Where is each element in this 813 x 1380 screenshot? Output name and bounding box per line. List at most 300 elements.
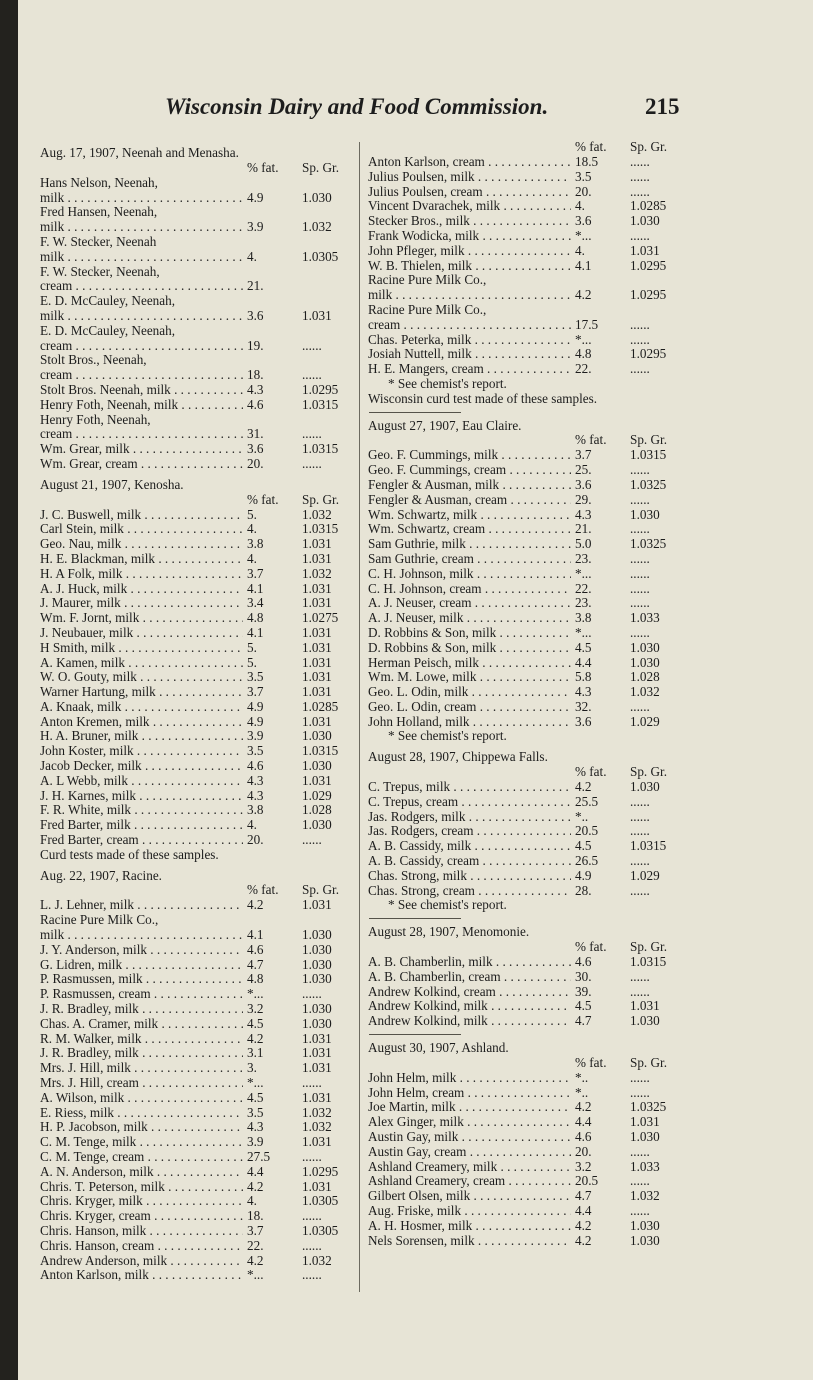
sample-name: F. R. White, milk . . .: [40, 803, 243, 818]
gravity-value: 1.031: [302, 1045, 332, 1061]
sample-name: E. Riess, milk . . .: [40, 1106, 243, 1121]
fat-value: 5.: [247, 506, 257, 522]
gravity-value: 1.0315: [302, 743, 339, 759]
sample-name: G. Lidren, milk . . .: [40, 958, 243, 973]
fat-value: 4.5: [247, 1015, 264, 1031]
sample-row: [40, 294, 360, 309]
fat-value: 23.: [575, 595, 592, 611]
sample-name: Chris. Kryger, cream . . .: [40, 1209, 243, 1224]
section-rule: [369, 412, 461, 413]
gravity-value: 1.032: [302, 1119, 332, 1135]
sample-name: A. B. Chamberlin, cream . . .: [368, 970, 571, 985]
sample-row: [40, 1180, 360, 1195]
fat-column-header: % fat.: [575, 764, 607, 780]
sample-name: Alex Ginger, milk . . .: [368, 1115, 571, 1130]
sample-row: [368, 478, 688, 493]
gravity-value: ......: [302, 832, 322, 848]
gravity-column-header: Sp. Gr.: [630, 1054, 668, 1070]
sample-row: [368, 199, 688, 214]
sample-row: [368, 582, 688, 597]
sample-name: Austin Gay, cream . . .: [368, 1145, 571, 1160]
sample-row: [40, 537, 360, 552]
fat-value: 20.5: [575, 823, 599, 839]
fat-value: 4.: [247, 248, 257, 264]
gravity-value: ......: [630, 361, 650, 377]
page-title: Wisconsin Dairy and Food Commission.: [165, 94, 549, 119]
fat-value: 4.: [575, 242, 585, 258]
sample-name: Ashland Creamery, milk . . .: [368, 1160, 571, 1175]
sample-row: [40, 928, 360, 943]
gravity-value: 1.032: [302, 219, 332, 235]
gravity-value: ......: [302, 1267, 322, 1283]
sample-row: [368, 596, 688, 611]
gravity-value: 1.030: [630, 1217, 660, 1233]
gravity-value: 1.031: [302, 639, 332, 655]
sample-name: Geo. L. Odin, cream . . .: [368, 700, 571, 715]
sample-name: A. N. Anderson, milk . . .: [40, 1165, 243, 1180]
scan-page-edge: [0, 0, 18, 1380]
gravity-value: 1.028: [630, 669, 660, 685]
sample-row: [368, 641, 688, 656]
sample-name: Gilbert Olsen, milk . . .: [368, 1189, 571, 1204]
column-headers: [368, 1056, 688, 1071]
sample-name: Fengler & Ausman, milk . . .: [368, 478, 571, 493]
page-number: 215: [645, 94, 680, 119]
gravity-value: 1.031: [302, 580, 332, 596]
gravity-value: ......: [630, 1173, 650, 1189]
fat-value: 18.: [247, 1208, 264, 1224]
gravity-value: ......: [302, 1075, 322, 1091]
sample-row: [368, 780, 688, 795]
fat-value: *...: [575, 565, 592, 581]
sample-row: [40, 250, 360, 265]
sample-name: Wm. M. Lowe, milk . . .: [368, 670, 571, 685]
sample-row: [368, 1100, 688, 1115]
fat-value: 4.9: [247, 713, 264, 729]
fat-value: 4.8: [247, 971, 264, 987]
sample-name: A. Knaak, milk . . .: [40, 700, 243, 715]
sample-row: [40, 1076, 360, 1091]
fat-value: 32.: [575, 698, 592, 714]
fat-column-header: % fat.: [247, 491, 279, 507]
sample-row: [40, 774, 360, 789]
sample-row: [40, 353, 360, 368]
gravity-column-header: Sp. Gr.: [630, 432, 668, 448]
fat-value: *..: [575, 1069, 589, 1085]
fat-value: 3.5: [247, 669, 264, 685]
fat-value: 3.2: [247, 1001, 264, 1017]
sample-row: [40, 744, 360, 759]
sample-name: F. W. Stecker, Neenah,: [40, 264, 160, 279]
gravity-value: 1.0295: [302, 1163, 339, 1179]
gravity-value: 1.031: [302, 654, 332, 670]
sample-row: [40, 442, 360, 457]
gravity-value: ......: [630, 1203, 650, 1218]
sample-row: [40, 1106, 360, 1121]
fat-value: 3.7: [247, 565, 264, 581]
sample-name: cream . . .: [40, 427, 243, 442]
sample-row: [368, 552, 688, 567]
fat-value: 4.9: [247, 189, 264, 205]
gravity-column-header: Sp. Gr.: [630, 764, 668, 780]
gravity-value: 1.031: [302, 713, 332, 729]
gravity-value: 1.030: [630, 213, 660, 229]
column-headers: [368, 940, 688, 955]
sample-name: Chris. Hanson, milk . . .: [40, 1224, 243, 1239]
report-section: [40, 478, 360, 863]
gravity-value: ......: [630, 521, 650, 537]
fat-value: 4.6: [575, 954, 592, 970]
gravity-value: ......: [630, 580, 650, 596]
gravity-value: ......: [630, 853, 650, 869]
sample-name: John Helm, milk . . .: [368, 1071, 571, 1086]
column-headers: [40, 883, 360, 898]
sample-row: [40, 818, 360, 833]
sample-row: [40, 522, 360, 537]
fat-value: 4.2: [575, 1217, 592, 1233]
sample-row: [40, 1032, 360, 1047]
gravity-value: 1.030: [302, 189, 332, 205]
gravity-value: 1.0295: [630, 346, 667, 362]
fat-value: 4.4: [575, 654, 592, 670]
gravity-value: 1.0305: [302, 1222, 339, 1238]
fat-value: 4.4: [575, 1114, 592, 1130]
sample-name: C. H. Johnson, cream . . .: [368, 582, 571, 597]
sample-row: [368, 170, 688, 185]
gravity-value: ......: [302, 1149, 322, 1164]
sample-name: Henry Foth, Neenah,: [40, 412, 151, 427]
sample-row: [40, 596, 360, 611]
sample-name: John Helm, cream . . .: [368, 1086, 571, 1101]
gravity-value: 1.0305: [302, 1193, 339, 1209]
gravity-value: 1.0295: [302, 381, 339, 397]
sample-name: D. Robbins & Son, milk . . .: [368, 626, 571, 641]
gravity-value: ......: [630, 1143, 650, 1159]
sample-name: Racine Pure Milk Co.,: [368, 273, 487, 288]
sample-name: A. H. Hosmer, milk . . .: [368, 1219, 571, 1234]
sample-name: Aug. Friske, milk . . .: [368, 1204, 571, 1219]
sample-name: milk . . .: [40, 309, 243, 324]
sample-name: Mrs. J. Hill, cream . . .: [40, 1076, 243, 1091]
sample-row: [368, 155, 688, 170]
gravity-value: 1.031: [302, 669, 332, 685]
sample-row: [368, 1014, 688, 1029]
section-title: August 27, 1907, Eau Claire.: [368, 417, 522, 433]
sample-name: milk . . .: [40, 191, 243, 206]
fat-value: 3.8: [247, 802, 264, 818]
sample-name: cream . . .: [40, 368, 243, 383]
fat-value: 22.: [575, 580, 592, 596]
sample-name: Fengler & Ausman, cream . . .: [368, 493, 571, 508]
sample-row: [40, 958, 360, 973]
sample-row: [368, 715, 688, 730]
sample-name: Chris. Kryger, milk . . .: [40, 1194, 243, 1209]
running-header: [0, 92, 813, 132]
sample-row: [40, 279, 360, 294]
fat-value: 4.5: [575, 639, 592, 655]
sample-row: [368, 700, 688, 715]
sample-row: [368, 611, 688, 626]
sample-name: C. H. Johnson, milk . . .: [368, 567, 571, 582]
sample-row: [368, 273, 688, 288]
sample-row: [368, 522, 688, 537]
sample-name: H. A. Bruner, milk . . .: [40, 729, 243, 744]
sample-row: [40, 368, 360, 383]
report-section: [368, 750, 688, 913]
sample-row: [40, 685, 360, 700]
fat-value: 5.: [247, 639, 257, 655]
gravity-value: 1.030: [630, 654, 660, 670]
fat-value: 4.6: [247, 396, 264, 412]
sample-row: [40, 833, 360, 848]
fat-value: *...: [247, 1075, 264, 1091]
gravity-value: 1.030: [302, 941, 332, 957]
sample-row: [40, 457, 360, 472]
gravity-value: 1.030: [302, 758, 332, 774]
gravity-value: ......: [630, 595, 650, 611]
fat-value: 3.7: [575, 447, 592, 463]
sample-row: [40, 265, 360, 280]
sample-name: L. J. Lehner, milk . . .: [40, 898, 243, 913]
gravity-value: 1.031: [630, 998, 660, 1014]
gravity-value: ......: [630, 983, 650, 999]
gravity-value: ......: [630, 462, 650, 478]
gravity-value: 1.031: [302, 307, 332, 323]
fat-value: 3.6: [247, 307, 264, 323]
fat-value: 20.: [247, 832, 264, 848]
gravity-value: ......: [630, 550, 650, 566]
gravity-value: 1.029: [630, 713, 660, 729]
sample-row: [40, 398, 360, 413]
sample-row: [368, 448, 688, 463]
sample-row: [368, 1174, 688, 1189]
sample-name: Carl Stein, milk . . .: [40, 522, 243, 537]
sample-row: [368, 869, 688, 884]
fat-value: 4.5: [247, 1089, 264, 1105]
sample-name: Chris. Hanson, cream . . .: [40, 1239, 243, 1254]
fat-value: 20.: [575, 183, 592, 199]
fat-value: 29.: [575, 491, 592, 507]
sample-name: cream . . .: [368, 318, 571, 333]
fat-value: 23.: [575, 550, 592, 566]
fat-value: 4.3: [247, 772, 264, 788]
section-note: Wisconsin curd test made of these samples.: [368, 390, 598, 406]
sample-name: Racine Pure Milk Co.,: [40, 913, 159, 928]
section-note: * See chemist's report.: [388, 375, 507, 391]
sample-name: Wm. F. Jornt, milk . . .: [40, 611, 243, 626]
sample-row: [40, 700, 360, 715]
gravity-value: 1.030: [302, 1001, 332, 1017]
sample-row: [368, 985, 688, 1000]
sample-name: J. R. Bradley, milk . . .: [40, 1046, 243, 1061]
gravity-value: 1.031: [302, 624, 332, 640]
sample-name: Geo. F. Cummings, milk . . .: [368, 448, 571, 463]
fat-value: 20.: [247, 455, 264, 471]
sample-row: [40, 205, 360, 220]
sample-name: Jas. Rodgers, cream . . .: [368, 824, 571, 839]
sample-row: [368, 1071, 688, 1086]
sample-row: [40, 759, 360, 774]
fat-value: 4.9: [575, 867, 592, 883]
gravity-value: ......: [630, 823, 650, 839]
sample-name: J. C. Buswell, milk . . .: [40, 508, 243, 523]
sample-name: P. Rasmussen, cream . . .: [40, 987, 243, 1002]
sample-name: J. R. Bradley, milk . . .: [40, 1002, 243, 1017]
fat-column-header: % fat.: [575, 139, 607, 154]
sample-row: [40, 339, 360, 354]
sample-name: milk . . .: [40, 928, 243, 943]
sample-name: Chas. Strong, cream . . .: [368, 884, 571, 899]
sample-row: [40, 1194, 360, 1209]
fat-column-header: % fat.: [575, 1054, 607, 1070]
sample-name: A. B. Cassidy, cream . . .: [368, 854, 571, 869]
sample-row: [40, 1165, 360, 1180]
fat-value: 4.2: [575, 1232, 592, 1248]
gravity-value: 1.030: [302, 728, 332, 744]
gravity-value: 1.0275: [302, 610, 339, 626]
sample-name: Wm. Grear, cream . . .: [40, 457, 243, 472]
sample-name: C. M. Tenge, milk . . .: [40, 1135, 243, 1150]
gravity-value: 1.031: [302, 897, 332, 913]
sample-row: [40, 1224, 360, 1239]
fat-value: 3.5: [247, 743, 264, 759]
fat-value: 4.3: [247, 787, 264, 803]
sample-row: [40, 1061, 360, 1076]
gravity-value: ......: [302, 455, 322, 471]
gravity-column-header: Sp. Gr.: [302, 159, 340, 175]
sample-row: [368, 839, 688, 854]
fat-value: 4.7: [247, 956, 264, 972]
fat-value: 25.5: [575, 793, 599, 809]
fat-value: 18.: [247, 367, 264, 383]
sample-name: Wm. Schwartz, milk . . .: [368, 508, 571, 523]
fat-value: 39.: [575, 983, 592, 999]
sample-row: [368, 1189, 688, 1204]
gravity-value: 1.0315: [630, 447, 667, 463]
sample-name: P. Rasmussen, milk . . .: [40, 972, 243, 987]
sample-name: Nels Sorensen, milk . . .: [368, 1234, 571, 1249]
sample-name: Racine Pure Milk Co.,: [368, 302, 487, 317]
sample-row: [368, 824, 688, 839]
gravity-value: 1.030: [302, 817, 332, 833]
fat-value: *...: [575, 227, 592, 243]
fat-value: *..: [575, 808, 589, 824]
gravity-value: 1.0285: [630, 198, 667, 214]
gravity-value: 1.032: [630, 684, 660, 700]
sample-name: H. P. Jacobson, milk . . .: [40, 1120, 243, 1135]
fat-column-header: % fat.: [575, 939, 607, 955]
fat-value: 30.: [575, 968, 592, 984]
column-headers: [40, 161, 360, 176]
sample-row: [368, 303, 688, 318]
gravity-column-header: Sp. Gr.: [630, 939, 668, 955]
sample-row: [368, 670, 688, 685]
fat-value: 3.5: [575, 168, 592, 184]
sample-row: [368, 333, 688, 348]
fat-value: *..: [575, 1084, 589, 1100]
sample-name: John Pfleger, milk . . .: [368, 244, 571, 259]
fat-value: 4.2: [247, 1030, 264, 1046]
fat-value: 4.4: [247, 1163, 264, 1179]
fat-value: 4.1: [247, 624, 264, 640]
sample-name: Wm. Grear, milk . . .: [40, 442, 243, 457]
fat-value: 3.8: [247, 536, 264, 552]
fat-value: 20.5: [575, 1173, 599, 1189]
sample-name: Chas. A. Cramer, milk . . .: [40, 1017, 243, 1032]
fat-value: 4.2: [575, 287, 592, 303]
sample-name: Andrew Kolkind, milk . . .: [368, 1014, 571, 1029]
sample-name: A. L Webb, milk . . .: [40, 774, 243, 789]
fat-value: 4.8: [575, 346, 592, 362]
sample-row: [368, 214, 688, 229]
fat-value: 31.: [247, 426, 264, 442]
gravity-value: 1.031: [630, 1114, 660, 1130]
column-headers: [368, 140, 688, 155]
sample-name: Herman Peisch, milk . . .: [368, 656, 571, 671]
section-title: August 30, 1907, Ashland.: [368, 1040, 509, 1056]
sample-row: [40, 626, 360, 641]
sample-name: A. J. Huck, milk . . .: [40, 582, 243, 597]
sample-row: [368, 508, 688, 523]
fat-value: 4.: [575, 198, 585, 214]
fat-value: 4.5: [575, 998, 592, 1014]
gravity-value: ......: [630, 183, 650, 199]
sample-name: H Smith, milk . . .: [40, 641, 243, 656]
sample-name: Geo. F. Cummings, cream . . .: [368, 463, 571, 478]
fat-value: 4.: [247, 550, 257, 566]
gravity-value: 1.0295: [630, 257, 667, 273]
sample-row: [40, 611, 360, 626]
gravity-value: ......: [630, 316, 650, 332]
section-note: * See chemist's report.: [388, 728, 507, 744]
sample-row: [368, 493, 688, 508]
sample-row: [368, 318, 688, 333]
fat-value: 21.: [247, 278, 264, 294]
sample-name: Anton Karlson, milk . . .: [40, 1268, 243, 1283]
sample-name: H. A Folk, milk . . .: [40, 567, 243, 582]
gravity-value: 1.032: [302, 1104, 332, 1120]
sample-name: Mrs. J. Hill, milk . . .: [40, 1061, 243, 1076]
gravity-value: 1.030: [630, 1232, 660, 1248]
sample-row: [368, 884, 688, 899]
sample-row: [40, 582, 360, 597]
sample-row: [368, 229, 688, 244]
sample-name: milk . . .: [40, 220, 243, 235]
fat-value: 4.2: [575, 1099, 592, 1115]
sample-name: J. Y. Anderson, milk . . .: [40, 943, 243, 958]
fat-value: 3.9: [247, 1134, 264, 1150]
fat-value: 4.2: [575, 779, 592, 795]
sample-row: [40, 898, 360, 913]
gravity-value: 1.031: [302, 772, 332, 788]
fat-value: 4.4: [575, 1203, 592, 1218]
sample-name: cream . . .: [40, 339, 243, 354]
sample-row: [40, 383, 360, 398]
sample-row: [368, 537, 688, 552]
sample-row: [368, 626, 688, 641]
sample-name: Andrew Anderson, milk . . .: [40, 1254, 243, 1269]
sample-row: [368, 1115, 688, 1130]
fat-value: 5.8: [575, 669, 592, 685]
sample-name: D. Robbins & Son, milk . . .: [368, 641, 571, 656]
fat-value: 22.: [575, 361, 592, 377]
gravity-value: 1.0315: [630, 954, 667, 970]
gravity-value: ......: [630, 227, 650, 243]
gravity-value: 1.033: [630, 610, 660, 626]
sample-name: Ashland Creamery, cream . . .: [368, 1174, 571, 1189]
gravity-value: 1.030: [302, 1015, 332, 1031]
sample-row: [40, 913, 360, 928]
